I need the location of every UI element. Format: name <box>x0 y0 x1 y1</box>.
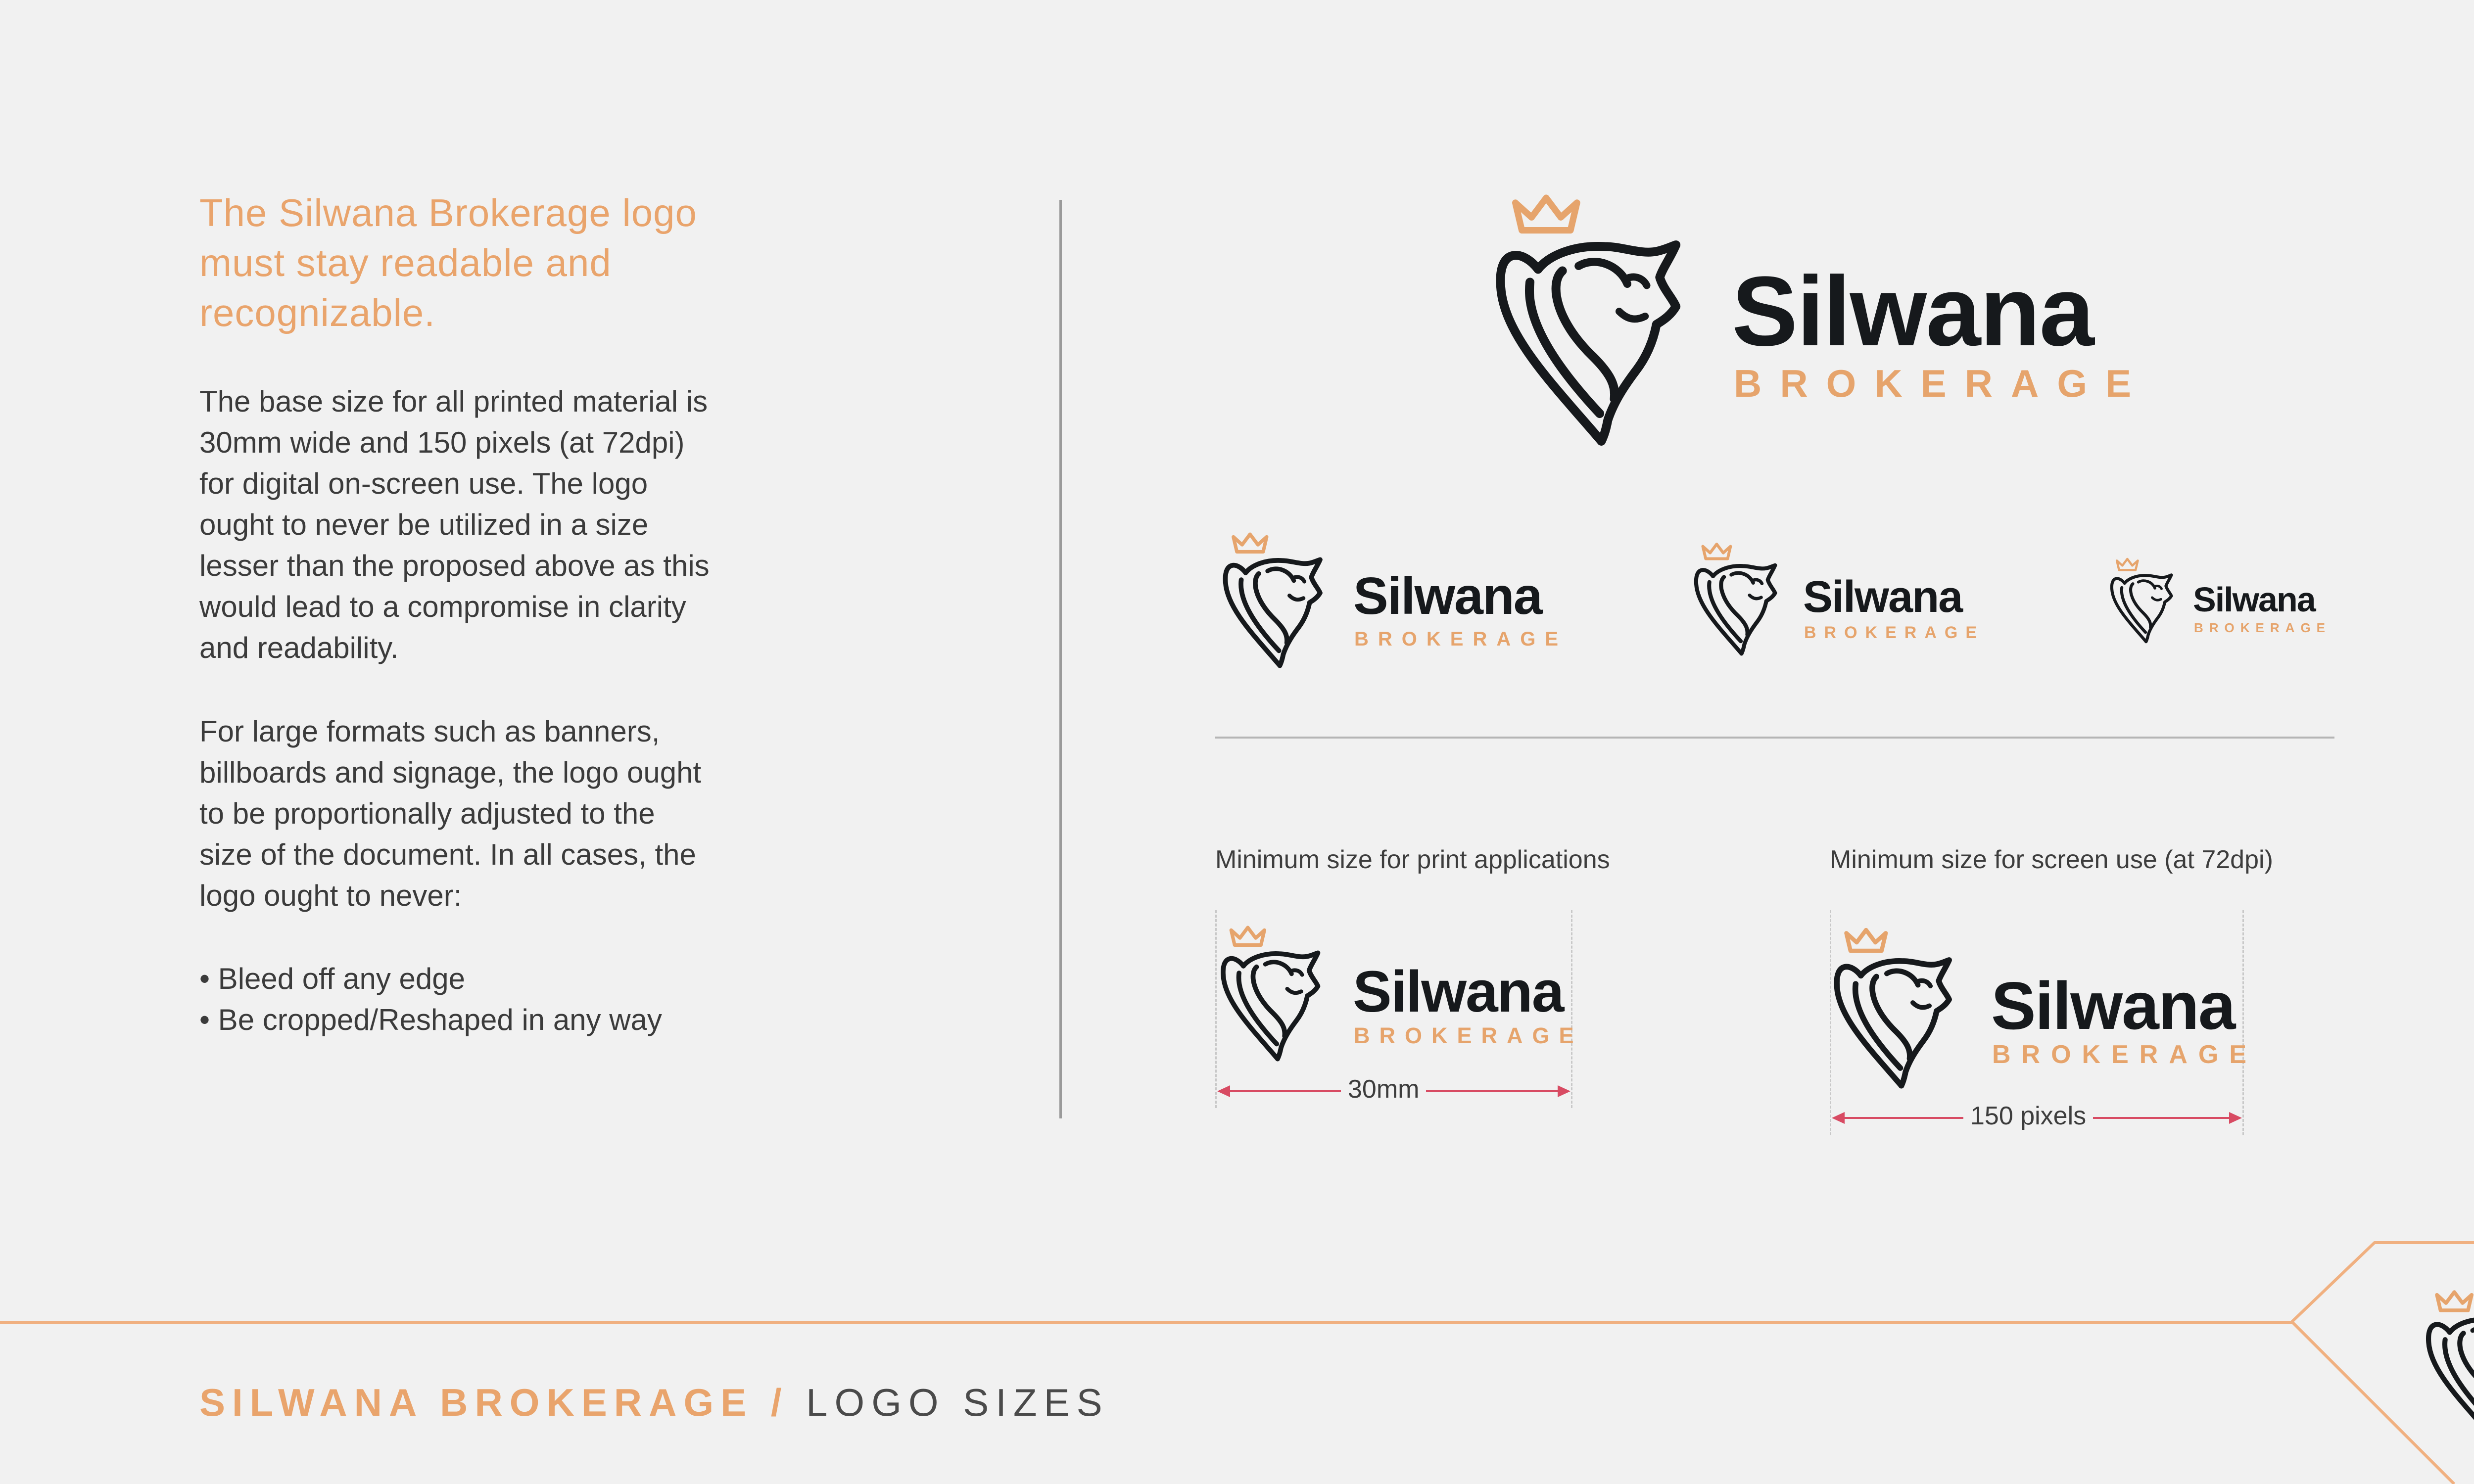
intro-paragraph-2 <box>199 711 818 916</box>
print-dimension-text: 30mm <box>1341 1074 1426 1104</box>
paragraph-line: and readability. <box>199 631 399 664</box>
paragraph-line: would lead to a compromise in clarity <box>199 590 686 623</box>
footer-title <box>199 1380 1109 1425</box>
logo-subtitle: BROKERAGE <box>1354 1023 1583 1048</box>
footer-lion-logo-icon <box>2424 1292 2474 1432</box>
screen-minimum-example <box>1830 910 2258 1138</box>
intro-heading-line: must stay readable and <box>199 241 612 284</box>
logo-large <box>1494 198 2150 445</box>
logo-wordmark: Silwana <box>1732 256 2093 367</box>
footer-rule <box>0 1321 2292 1324</box>
rule-item: • Be cropped/Reshaped in any way <box>199 1003 662 1036</box>
paragraph-line: for digital on-screen use. The logo <box>199 467 648 500</box>
horizontal-divider <box>1215 737 2334 739</box>
screen-minimum-label: Minimum size for screen use (at 72dpi) <box>1830 845 2273 874</box>
paragraph-line: to be proportionally adjusted to the <box>199 797 655 830</box>
arrow-right-icon <box>1557 1084 1571 1098</box>
paragraph-line: size of the document. In all cases, the <box>199 838 696 871</box>
logo-smallest <box>2108 559 2335 648</box>
logo-wordmark: Silwana <box>2193 580 2315 619</box>
logo-wordmark: Silwana <box>1991 968 2235 1043</box>
logo-wordmark: Silwana <box>1353 959 1564 1024</box>
lion-logo-icon <box>1216 928 1328 1061</box>
footer-section: LOGO SIZES <box>806 1381 1109 1424</box>
dimension-guide <box>2242 910 2244 1135</box>
dimension-guide <box>1571 910 1572 1108</box>
intro-heading <box>199 188 843 338</box>
vertical-divider <box>1059 200 1062 1118</box>
paragraph-line: ought to never be utilized in a size <box>199 508 649 541</box>
lion-logo-icon <box>1831 930 1958 1088</box>
logo-subtitle: BROKERAGE <box>2194 620 2331 635</box>
screen-dimension-text: 150 pixels <box>1963 1101 2093 1131</box>
print-minimum-label: Minimum size for print applications <box>1215 845 1610 874</box>
logo-subtitle: BROKERAGE <box>1734 362 2150 405</box>
lion-logo-icon <box>1494 198 1687 445</box>
arrow-left-icon <box>1831 1111 1846 1125</box>
arrow-right-icon <box>2228 1111 2243 1125</box>
intro-heading-line: recognizable. <box>199 291 435 334</box>
footer-separator: / <box>770 1381 789 1424</box>
rules-list <box>199 958 818 1040</box>
paragraph-line: billboards and signage, the logo ought <box>199 756 702 789</box>
paragraph-line: The base size for all printed material is <box>199 385 708 418</box>
logo-subtitle: BROKERAGE <box>1992 1040 2258 1069</box>
paragraph-line: For large formats such as banners, <box>199 715 660 748</box>
rule-item: • Bleed off any edge <box>199 962 465 995</box>
lion-logo-icon <box>2108 559 2177 643</box>
print-minimum-example <box>1215 910 1583 1108</box>
logo-medium <box>1220 534 1566 668</box>
paragraph-line: logo ought to never: <box>199 879 462 912</box>
logo-wordmark: Silwana <box>1353 567 1542 625</box>
paragraph-line: 30mm wide and 150 pixels (at 72dpi) <box>199 426 685 459</box>
logo-subtitle: BROKERAGE <box>1804 623 1985 642</box>
intro-heading-line: The Silwana Brokerage logo <box>199 191 697 234</box>
lion-logo-icon <box>1692 544 1781 655</box>
paragraph-line: lesser than the proposed above as this <box>199 549 710 582</box>
logo-small <box>1692 544 1989 658</box>
lion-logo-icon <box>1220 534 1329 668</box>
logo-subtitle: BROKERAGE <box>1354 628 1568 650</box>
logo-wordmark: Silwana <box>1803 572 1962 622</box>
footer-brand: SILWANA BROKERAGE <box>199 1381 754 1424</box>
arrow-left-icon <box>1216 1084 1231 1098</box>
intro-paragraph-1 <box>199 381 818 668</box>
